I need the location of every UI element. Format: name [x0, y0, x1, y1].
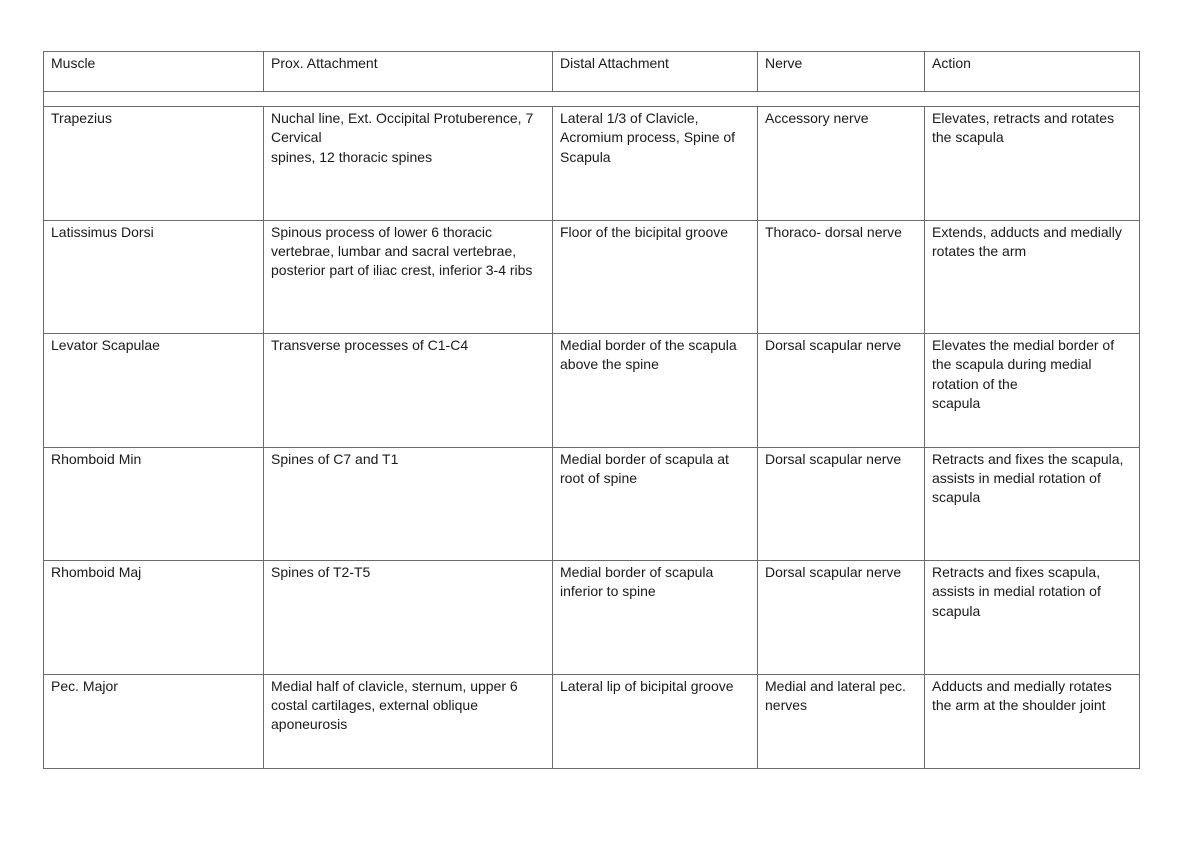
cell-muscle: Rhomboid Min: [44, 447, 264, 561]
cell-prox-attachment: Nuchal line, Ext. Occipital Protuberence, 7 Cervical spines, 12 thoracic spines: [264, 107, 553, 221]
muscle-table: [43, 51, 1140, 769]
cell-muscle: Rhomboid Maj: [44, 561, 264, 675]
cell-nerve: Dorsal scapular nerve: [758, 561, 925, 675]
spacer-cell: [44, 92, 1140, 107]
cell-muscle: Trapezius: [44, 107, 264, 221]
header-nerve: Nerve: [758, 52, 925, 92]
cell-nerve: Dorsal scapular nerve: [758, 334, 925, 448]
cell-distal-attachment: Medial border of scapula at root of spine: [553, 447, 758, 561]
table-row: [44, 334, 1140, 448]
cell-prox-attachment: Spines of T2-T5: [264, 561, 553, 675]
header-distal-attachment: Distal Attachment: [553, 52, 758, 92]
cell-muscle: Latissimus Dorsi: [44, 220, 264, 334]
cell-muscle: Levator Scapulae: [44, 334, 264, 448]
table-row: [44, 220, 1140, 334]
cell-nerve: Medial and lateral pec. nerves: [758, 674, 925, 768]
cell-distal-attachment: Floor of the bicipital groove: [553, 220, 758, 334]
table-header-row: [44, 52, 1140, 92]
cell-distal-attachment: Lateral 1/3 of Clavicle, Acromium process, Spine of Scapula: [553, 107, 758, 221]
cell-nerve: Accessory nerve: [758, 107, 925, 221]
table-spacer-row: [44, 92, 1140, 107]
header-action: Action: [925, 52, 1140, 92]
cell-action: Retracts and fixes the scapula, assists in medial rotation of scapula: [925, 447, 1140, 561]
header-muscle: Muscle: [44, 52, 264, 92]
table-row: [44, 107, 1140, 221]
cell-muscle: Pec. Major: [44, 674, 264, 768]
cell-action: Adducts and medially rotates the arm at the shoulder joint: [925, 674, 1140, 768]
table-row: [44, 447, 1140, 561]
cell-action: Extends, adducts and medially rotates the arm: [925, 220, 1140, 334]
table-row: [44, 674, 1140, 768]
cell-action: Elevates, retracts and rotates the scapula: [925, 107, 1140, 221]
cell-action: Elevates the medial border of the scapula during medial rotation of the scapula: [925, 334, 1140, 448]
cell-distal-attachment: Medial border of scapula inferior to spine: [553, 561, 758, 675]
cell-prox-attachment: Transverse processes of C1-C4: [264, 334, 553, 448]
cell-nerve: Dorsal scapular nerve: [758, 447, 925, 561]
cell-prox-attachment: Medial half of clavicle, sternum, upper 6 costal cartilages, external oblique aponeurosis: [264, 674, 553, 768]
cell-distal-attachment: Medial border of the scapula above the spine: [553, 334, 758, 448]
cell-prox-attachment: Spines of C7 and T1: [264, 447, 553, 561]
cell-nerve: Thoraco- dorsal nerve: [758, 220, 925, 334]
cell-distal-attachment: Lateral lip of bicipital groove: [553, 674, 758, 768]
cell-prox-attachment: Spinous process of lower 6 thoracic vertebrae, lumbar and sacral vertebrae, posterior part of iliac crest, inferior 3-4 ribs: [264, 220, 553, 334]
header-prox-attachment: Prox. Attachment: [264, 52, 553, 92]
table-row: [44, 561, 1140, 675]
cell-action: Retracts and fixes scapula, assists in medial rotation of scapula: [925, 561, 1140, 675]
